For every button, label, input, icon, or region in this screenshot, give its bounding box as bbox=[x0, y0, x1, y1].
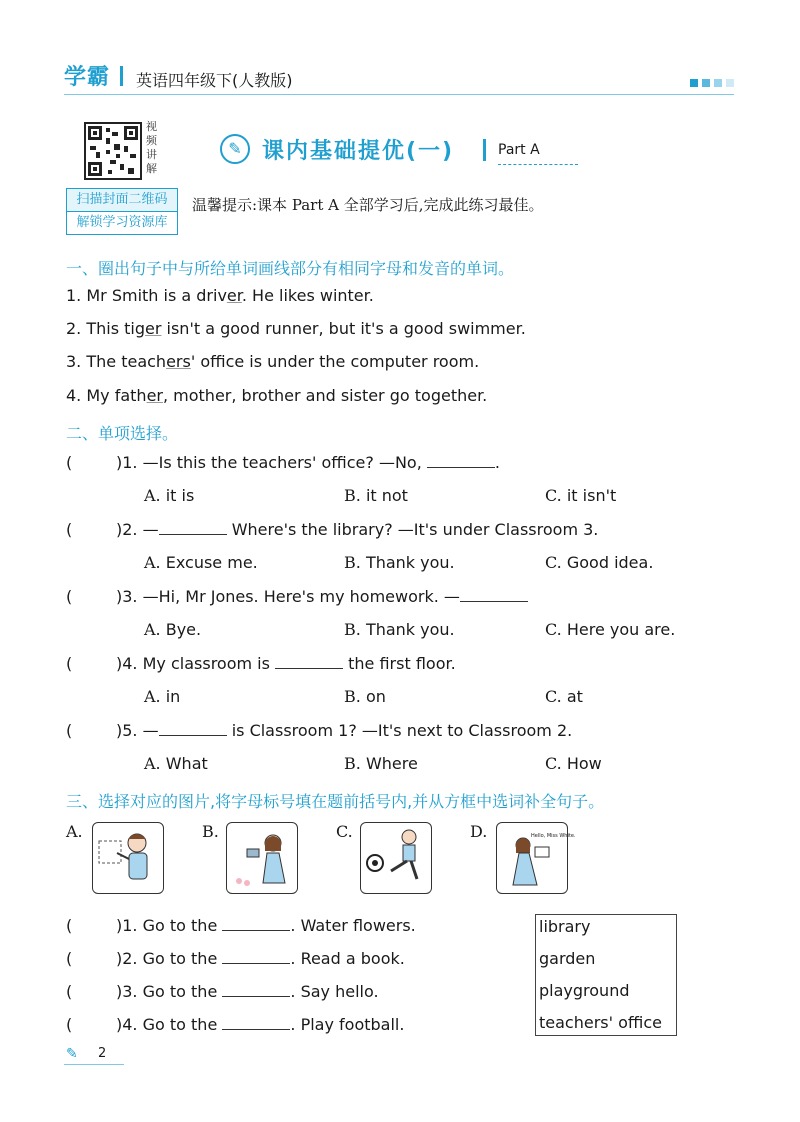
answer-blank[interactable] bbox=[222, 949, 290, 964]
girl-reading-icon bbox=[496, 822, 576, 894]
q2-question: )5. — is Classroom 1? —It's next to Classroom 2. bbox=[116, 721, 573, 740]
section-part: Part A bbox=[498, 142, 540, 158]
answer-blank[interactable] bbox=[460, 587, 528, 602]
q1-heading: 一、圈出句子中与所给单词画线部分有相同字母和发音的单词。 bbox=[66, 259, 515, 278]
q3-answer-paren[interactable]: ( bbox=[66, 916, 73, 935]
q2-question: )3. —Hi, Mr Jones. Here's my homework. — bbox=[116, 587, 528, 606]
answer-blank[interactable] bbox=[275, 654, 343, 669]
boy-football-icon bbox=[360, 822, 432, 894]
option-b[interactable]: B. Thank you. bbox=[344, 553, 455, 572]
header-dot bbox=[714, 79, 722, 87]
q3-answer-paren[interactable]: ( bbox=[66, 982, 73, 1001]
pencil-icon: ✎ bbox=[66, 1046, 78, 1062]
book-title: 英语四年级下(人教版) bbox=[136, 71, 293, 90]
q3-heading: 三、选择对应的图片,将字母标号填在题前括号内,并从方框中选词补全句子。 bbox=[66, 792, 605, 811]
q3-answer-paren[interactable]: ( bbox=[66, 1015, 73, 1034]
option-b[interactable]: B. on bbox=[344, 687, 386, 706]
q3-question: )2. Go to the . Read a book. bbox=[116, 949, 405, 968]
pencil-note-icon: ✎ bbox=[220, 134, 250, 164]
q3-question: )1. Go to the . Water flowers. bbox=[116, 916, 416, 935]
brand-divider bbox=[120, 66, 123, 86]
q2-question: )1. —Is this the teachers' office? —No, . bbox=[116, 453, 500, 472]
word-bank-item: library bbox=[539, 917, 591, 936]
q2-question: )2. — Where's the library? —It's under Classroom 3. bbox=[116, 520, 599, 539]
answer-blank[interactable] bbox=[159, 721, 227, 736]
header-dot bbox=[726, 79, 734, 87]
word-bank-item: garden bbox=[539, 949, 596, 968]
option-a[interactable]: A. What bbox=[144, 754, 208, 773]
video-label: 视频讲解 bbox=[146, 120, 157, 175]
q2-answer-paren[interactable]: ( bbox=[66, 453, 73, 472]
option-c[interactable]: C. Good idea. bbox=[545, 553, 654, 572]
page-number: 2 bbox=[98, 1046, 107, 1061]
girl-watering-icon bbox=[226, 822, 298, 894]
q2-heading: 二、单项选择。 bbox=[66, 424, 179, 443]
section-divider bbox=[483, 139, 486, 161]
q1-item: 2. This tiger isn't a good runner, but it's a good swimmer. bbox=[66, 319, 526, 338]
picture-label-a: A. bbox=[66, 822, 83, 841]
answer-blank[interactable] bbox=[222, 982, 290, 997]
section-title: 课内基础提优(一) bbox=[262, 139, 455, 164]
option-b[interactable]: B. Thank you. bbox=[344, 620, 455, 639]
q2-answer-paren[interactable]: ( bbox=[66, 587, 73, 606]
option-a[interactable]: A. it is bbox=[144, 486, 195, 505]
header-dot bbox=[702, 79, 710, 87]
picture-caption: Hello, Miss White. bbox=[531, 833, 576, 839]
q1-item: 3. The teachers' office is under the computer room. bbox=[66, 352, 480, 371]
q3-question: )3. Go to the . Say hello. bbox=[116, 982, 379, 1001]
scan-box bbox=[66, 188, 178, 235]
answer-blank[interactable] bbox=[222, 916, 290, 931]
tip-text: 温馨提示:课本 Part A 全部学习后,完成此练习最佳。 bbox=[192, 196, 544, 214]
q2-answer-paren[interactable]: ( bbox=[66, 721, 73, 740]
option-c[interactable]: C. How bbox=[545, 754, 602, 773]
header-rule bbox=[64, 94, 734, 95]
section-underline bbox=[498, 164, 578, 165]
q1-item: 4. My father, mother, brother and sister go together. bbox=[66, 386, 488, 405]
qr-code-icon[interactable] bbox=[84, 122, 142, 180]
answer-blank[interactable] bbox=[159, 520, 227, 535]
option-b[interactable]: B. it not bbox=[344, 486, 408, 505]
option-c[interactable]: C. Here you are. bbox=[545, 620, 676, 639]
answer-blank[interactable] bbox=[222, 1015, 290, 1030]
q1-item: 1. Mr Smith is a driver. He likes winter. bbox=[66, 286, 374, 305]
option-a[interactable]: A. Bye. bbox=[144, 620, 202, 639]
picture-label-d: D. bbox=[470, 822, 488, 841]
word-bank-item: teachers' office bbox=[539, 1013, 662, 1032]
picture-label-c: C. bbox=[336, 822, 353, 841]
q3-answer-paren[interactable]: ( bbox=[66, 949, 73, 968]
option-c[interactable]: C. it isn't bbox=[545, 486, 617, 505]
word-bank-box bbox=[535, 914, 677, 1036]
answer-blank[interactable] bbox=[427, 453, 495, 468]
scan-line-1: 扫描封面二维码 bbox=[67, 189, 177, 212]
word-bank-item: playground bbox=[539, 981, 630, 1000]
scan-line-2: 解锁学习资源库 bbox=[76, 215, 168, 230]
picture-label-b: B. bbox=[202, 822, 219, 841]
boy-at-board-icon bbox=[92, 822, 164, 894]
option-b[interactable]: B. Where bbox=[344, 754, 418, 773]
q2-answer-paren[interactable]: ( bbox=[66, 654, 73, 673]
brand-logo: 学霸 bbox=[64, 65, 111, 90]
footer-rule bbox=[64, 1064, 124, 1065]
option-c[interactable]: C. at bbox=[545, 687, 583, 706]
q3-question: )4. Go to the . Play football. bbox=[116, 1015, 405, 1034]
option-a[interactable]: A. in bbox=[144, 687, 181, 706]
header-dot bbox=[690, 79, 698, 87]
option-a[interactable]: A. Excuse me. bbox=[144, 553, 258, 572]
q2-answer-paren[interactable]: ( bbox=[66, 520, 73, 539]
q2-question: )4. My classroom is the first floor. bbox=[116, 654, 456, 673]
